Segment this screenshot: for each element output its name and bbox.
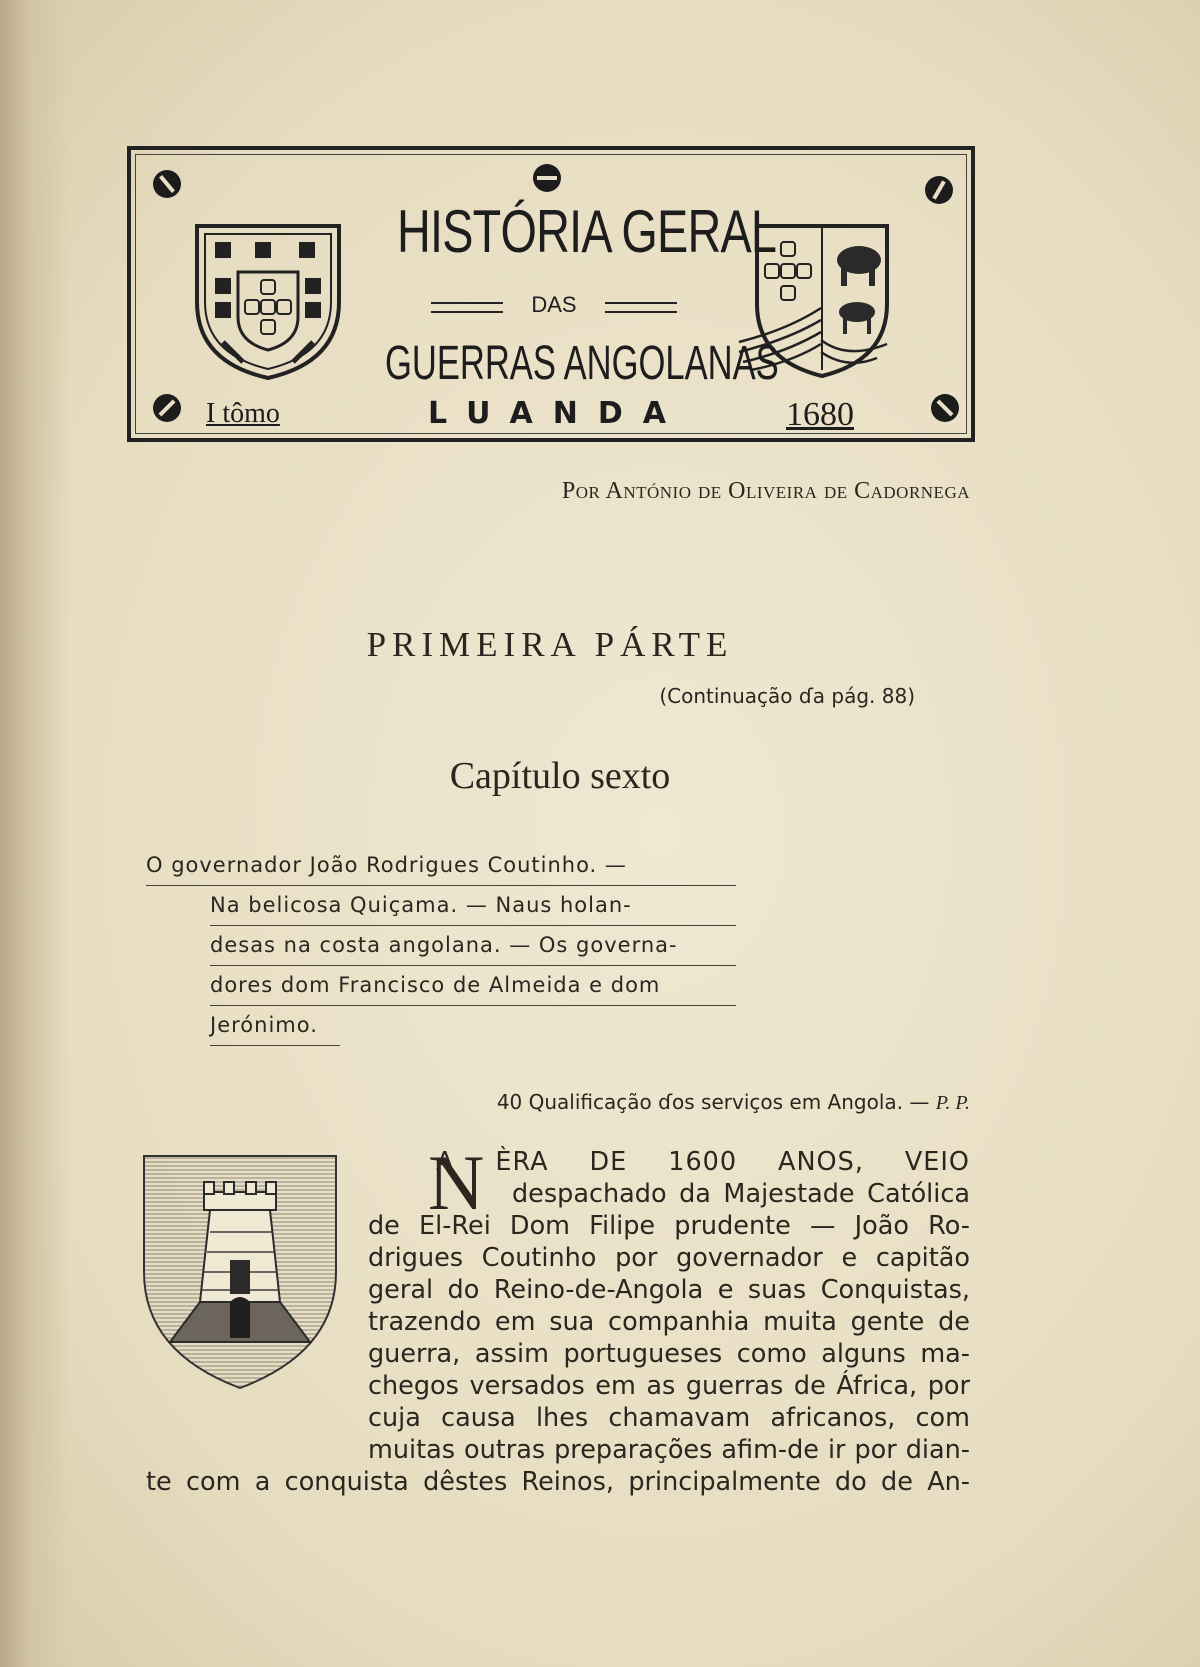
body-line: despachado da Majestade Católica — [512, 1179, 970, 1209]
body-line: chegos versados em as guerras de África, por — [368, 1371, 970, 1401]
screw-icon — [533, 164, 561, 192]
summary-line: desas na costa angolana. — Os governa- — [210, 926, 736, 966]
header-banner — [127, 146, 975, 442]
book-spine-shadow — [0, 0, 70, 1667]
banner-subtitle: GUERRAS ANGOLANAS — [385, 337, 779, 390]
banner-title: HISTÓRIA GERAL — [397, 198, 777, 265]
footnote-text: 40 Qualificação ɗos serviços em Angola. — — [496, 1090, 930, 1114]
body-line: geral do Reino-de-Angola e suas Conquistas, — [368, 1275, 970, 1305]
footnote-initials: P. P. — [935, 1092, 970, 1114]
volume-label: I tômo — [206, 398, 280, 429]
year-label: 1680 — [786, 396, 854, 433]
body-line: cuja causa lhes chamavam africanos, com — [368, 1403, 970, 1433]
chapter-heading: Capítulo sexto — [449, 755, 671, 797]
body-line: muitas outras preparações afim-de ir por dian- — [368, 1435, 970, 1465]
drop-cap: N — [428, 1139, 485, 1226]
city-label: LUANDA — [428, 396, 686, 431]
summary-line: O governador João Rodrigues Coutinho. — — [146, 846, 736, 886]
body-line: A ÈRA DE 1600 ANOS, VEIO — [436, 1147, 970, 1177]
body-paragraph — [146, 1139, 970, 1498]
body-line: drigues Coutinho por governador e capitão — [368, 1243, 970, 1273]
screw-icon — [931, 394, 959, 422]
summary-line: Jerónimo. — [210, 1006, 340, 1046]
screw-icon — [153, 170, 181, 198]
body-line: trazendo em sua companhia muita gente de — [368, 1307, 970, 1337]
body-line: te com a conquista dêstes Reinos, principalmente do de An- — [146, 1467, 970, 1497]
author-byline: Por António de Oliveira de Cadornega — [561, 478, 970, 504]
part-title: PRIMEIRA PÁRTE — [366, 625, 734, 664]
banner-connector: DAS — [431, 294, 677, 316]
screw-icon — [153, 394, 181, 422]
continuation-note: (Continuação ɗa pág. 88) — [659, 684, 915, 708]
summary-line: Na belicosa Quiçama. — Naus holan- — [210, 886, 736, 926]
chapter-summary — [146, 846, 736, 1046]
body-line: guerra, assim portugueses como alguns ma- — [368, 1339, 970, 1369]
angola-arms-icon — [737, 220, 897, 380]
body-line: de El-Rei Dom Filipe prudente — João Ro- — [368, 1211, 970, 1241]
footnote — [348, 1090, 970, 1115]
screw-icon — [925, 176, 953, 204]
portuguese-arms-icon — [193, 222, 343, 382]
summary-line: dores dom Francisco de Almeida e dom — [210, 966, 736, 1006]
